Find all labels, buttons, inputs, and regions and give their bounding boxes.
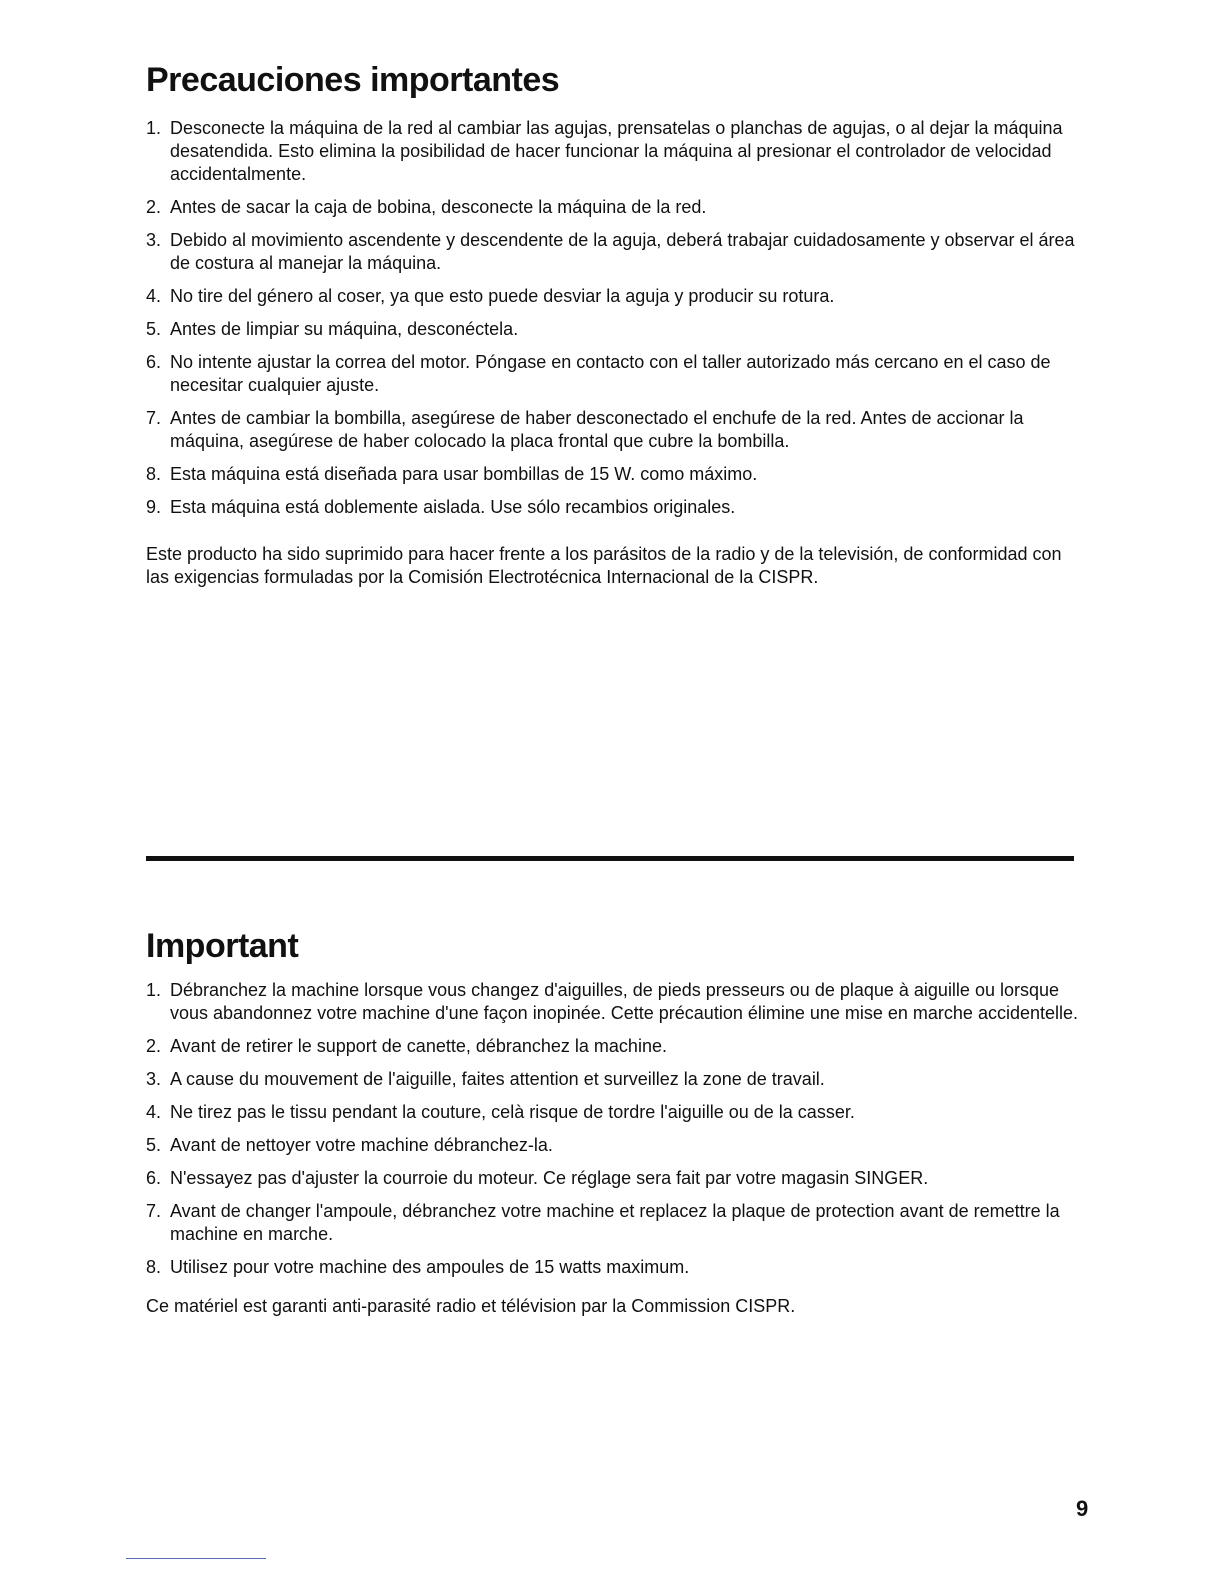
item-number: 5. — [146, 319, 162, 340]
footer-line — [126, 1558, 266, 1559]
item-number: 4. — [146, 1102, 162, 1123]
list-item — [146, 318, 1086, 341]
item-text: Desconecte la máquina de la red al cambiar las agujas, prensatelas o planchas de agujas, o al dejar la máquina desatendida. Esto elimina la posibilidad de hacer funcionar la máquina al presionar el controlador de velocidad accidentalmente. — [170, 118, 1063, 185]
list-item — [146, 229, 1086, 275]
list-item — [146, 1068, 1086, 1091]
spanish-section — [146, 62, 1086, 607]
item-text: Avant de retirer le support de canette, débranchez la machine. — [170, 1036, 667, 1057]
list-item — [146, 351, 1086, 397]
item-text: N'essayez pas d'ajuster la courroie du moteur. Ce réglage sera fait par votre magasin SINGER. — [170, 1168, 929, 1189]
item-text: No intente ajustar la correa del motor. Póngase en contacto con el taller autorizado más cercano en el caso de necesitar cualquier ajuste. — [170, 352, 1051, 396]
item-number: 7. — [146, 1201, 162, 1222]
item-text: Antes de cambiar la bombilla, asegúrese de haber desconectado el enchufe de la red. Antes de accionar la máquina, asegúrese de haber colocado la placa frontal que cubre la bombilla. — [170, 408, 1024, 452]
item-number: 1. — [146, 980, 162, 1001]
list-item — [146, 463, 1086, 486]
list-item — [146, 285, 1086, 308]
item-text: Utilisez pour votre machine des ampoules de 15 watts maximum. — [170, 1257, 690, 1278]
list-item — [146, 979, 1086, 1025]
item-text: Esta máquina está doblemente aislada. Use sólo recambios originales. — [170, 497, 736, 518]
list-item — [146, 496, 1086, 519]
item-text: A cause du mouvement de l'aiguille, faites attention et surveillez la zone de travail. — [170, 1069, 825, 1090]
french-section — [146, 928, 1086, 1336]
item-number: 4. — [146, 286, 162, 307]
french-precautions-list — [146, 979, 1086, 1279]
item-number: 2. — [146, 1036, 162, 1057]
item-text: No tire del género al coser, ya que esto puede desviar la aguja y producir su rotura. — [170, 286, 835, 307]
item-text: Avant de changer l'ampoule, débranchez votre machine et replacez la plaque de protection avant de remettre la machine en marche. — [170, 1201, 1060, 1245]
item-number: 8. — [146, 464, 162, 485]
list-item — [146, 117, 1086, 186]
list-item — [146, 1167, 1086, 1190]
list-item — [146, 1256, 1086, 1279]
item-number: 9. — [146, 497, 162, 518]
item-text: Ne tirez pas le tissu pendant la couture, celà risque de tordre l'aiguille ou de la casser. — [170, 1102, 855, 1123]
item-number: 7. — [146, 408, 162, 429]
list-item — [146, 1200, 1086, 1246]
item-text: Esta máquina está diseñada para usar bombillas de 15 W. como máximo. — [170, 464, 758, 485]
list-item — [146, 196, 1086, 219]
item-number: 6. — [146, 352, 162, 373]
item-number: 2. — [146, 197, 162, 218]
list-item — [146, 1035, 1086, 1058]
french-cispr-note: Ce matériel est garanti anti-parasité radio et télévision par la Commission CISPR. — [146, 1296, 796, 1317]
item-number: 3. — [146, 1069, 162, 1090]
item-number: 3. — [146, 230, 162, 251]
item-text: Antes de limpiar su máquina, desconéctela. — [170, 319, 519, 340]
spanish-cispr-note: Este producto ha sido suprimido para hacer frente a los parásitos de la radio y de la televisión, de conformidad con las exigencias formuladas por la Comisión Electrotécnica Internacional de la CISPR. — [146, 544, 1062, 588]
item-number: 8. — [146, 1257, 162, 1278]
item-text: Avant de nettoyer votre machine débranchez-la. — [170, 1135, 553, 1156]
french-heading: Important — [146, 927, 299, 965]
list-item — [146, 1101, 1086, 1124]
item-text: Débranchez la machine lorsque vous changez d'aiguilles, de pieds presseurs ou de plaque à aiguille ou lorsque vous abandonnez votre machine d'une façon inopinée. Cette précaution élimine une mise en marche accidentelle. — [170, 980, 1079, 1024]
item-number: 6. — [146, 1168, 162, 1189]
list-item — [146, 1134, 1086, 1157]
section-divider — [146, 856, 1074, 861]
item-text: Debido al movimiento ascendente y descendente de la aguja, deberá trabajar cuidadosamente y observar el área de costura al manejar la máquina. — [170, 230, 1075, 274]
item-text: Antes de sacar la caja de bobina, desconecte la máquina de la red. — [170, 197, 707, 218]
list-item — [146, 407, 1086, 453]
spanish-heading: Precauciones importantes — [146, 61, 560, 99]
spanish-precautions-list — [146, 117, 1086, 519]
item-number: 5. — [146, 1135, 162, 1156]
page-number: 9 — [1076, 1496, 1089, 1521]
item-number: 1. — [146, 118, 162, 139]
